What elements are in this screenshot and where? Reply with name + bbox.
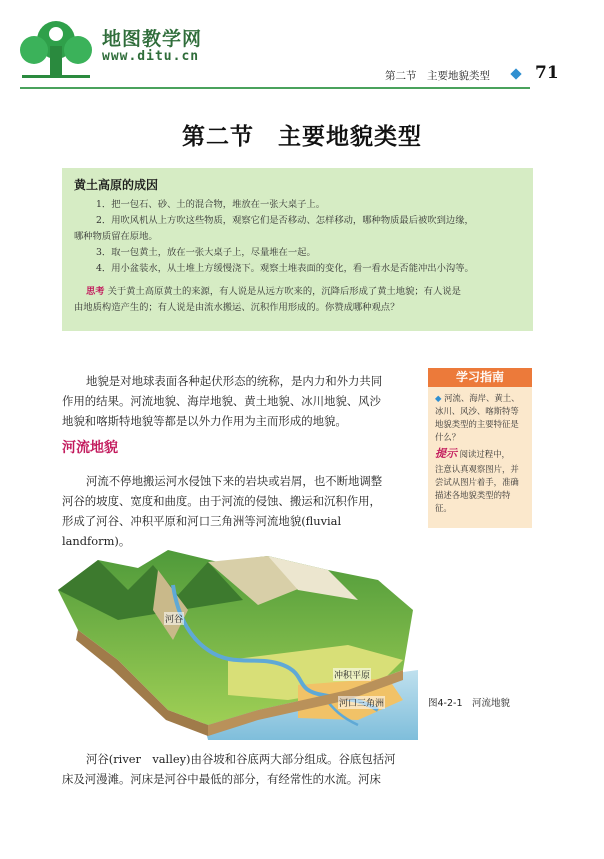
body-line: landform)。 — [62, 534, 131, 548]
logo-tree-icon — [12, 18, 100, 80]
activity-step: 3．取一包黄土，放在一张大桌子上，尽量堆在一起。 — [96, 247, 316, 258]
activity-step: 哪种物质留在原地。 — [74, 231, 158, 242]
body-line: 河谷(river valley)由谷坡和谷底两大部分组成。谷底包括河 — [86, 752, 396, 766]
activity-step: 4．用小盆装水，从土堆上方缓慢浇下。观察土堆表面的变化，看一看水是否能冲出小沟等。 — [96, 263, 474, 274]
guide-hint: 提示 阅读过程中， — [435, 447, 510, 460]
guide-hint: 注意认真观察图片，并 — [435, 464, 519, 474]
guide-hint: 描述各地貌类型的特 — [435, 490, 511, 500]
think-label: 思考 — [86, 286, 105, 297]
guide-hint: 尝试从图片着手，准确 — [435, 477, 519, 487]
guide-question: 什么？ — [435, 432, 461, 442]
think-text: 关于黄土高原黄土的来源，有人说是从远方吹来的，沉降后形成了黄土地貌；有人说是 — [107, 286, 461, 297]
body-line: 河谷的坡度、宽度和曲度。由于河流的侵蚀、搬运和沉积作用， — [62, 494, 381, 508]
page-title: 第二节 主要地貌类型 — [182, 123, 422, 150]
guide-question: 冰川、风沙、喀斯特等 — [435, 406, 519, 416]
diamond-icon: ◆ — [435, 393, 442, 403]
figure-caption: 图4-2-1 河流地貌 — [428, 698, 510, 709]
guide-question: 地貌类型的主要特征是 — [435, 419, 519, 429]
hint-label: 提示 — [435, 447, 457, 460]
guide-hint: 征。 — [435, 503, 452, 513]
body-line: 作用的结果。河流地貌、海岸地貌、黄土地貌、冰川地貌、风沙 — [62, 394, 381, 408]
label-alluvial-plain: 冲积平原 — [333, 668, 371, 681]
fluvial-landform-illustration — [58, 550, 418, 740]
body-line: 床及河漫滩。河床是河谷中最低的部分，有经常性的水流。河床 — [62, 772, 381, 786]
logo-title: 地图教学网 — [102, 28, 203, 50]
running-header-section: 第二节 主要地貌类型 — [385, 70, 490, 82]
activity-step: 2．用吹风机从上方吹这些物质，观察它们是否移动、怎样移动，哪种物质最后被吹到边缘， — [96, 215, 474, 226]
body-line: 河流不停地搬运河水侵蚀下来的岩块或岩屑，也不断地调整 — [86, 474, 383, 488]
activity-step: 1．把一包石、砂、土的混合物，堆放在一张大桌子上。 — [96, 199, 326, 210]
body-line: 地貌和喀斯特地貌等都是以外力作用为主而形成的地貌。 — [62, 414, 347, 428]
guide-question: ◆ 河流、海岸、黄土、 — [435, 393, 520, 403]
think-line — [86, 285, 461, 299]
label-river-valley: 河谷 — [164, 612, 184, 625]
body-line: 地貌是对地球表面各种起伏形态的统称，是内力和外力共同 — [86, 374, 383, 388]
body-line: 形成了河谷、冲积平原和河口三角洲等河流地貌(fluvial — [62, 514, 342, 528]
page-number: 71 — [535, 63, 559, 83]
study-guide-header: 学习指南 — [428, 368, 532, 387]
section-heading: 河流地貌 — [62, 440, 118, 456]
activity-title: 黄土高原的成因 — [74, 178, 159, 192]
header-rule — [20, 87, 530, 89]
think-line-2: 由地质构造产生的；有人说是由流水搬运、沉积作用形成的。你赞成哪种观点？ — [74, 302, 400, 313]
logo-url: www.ditu.cn — [102, 49, 200, 64]
label-delta: 河口三角洲 — [338, 696, 385, 709]
diamond-icon — [510, 68, 521, 79]
